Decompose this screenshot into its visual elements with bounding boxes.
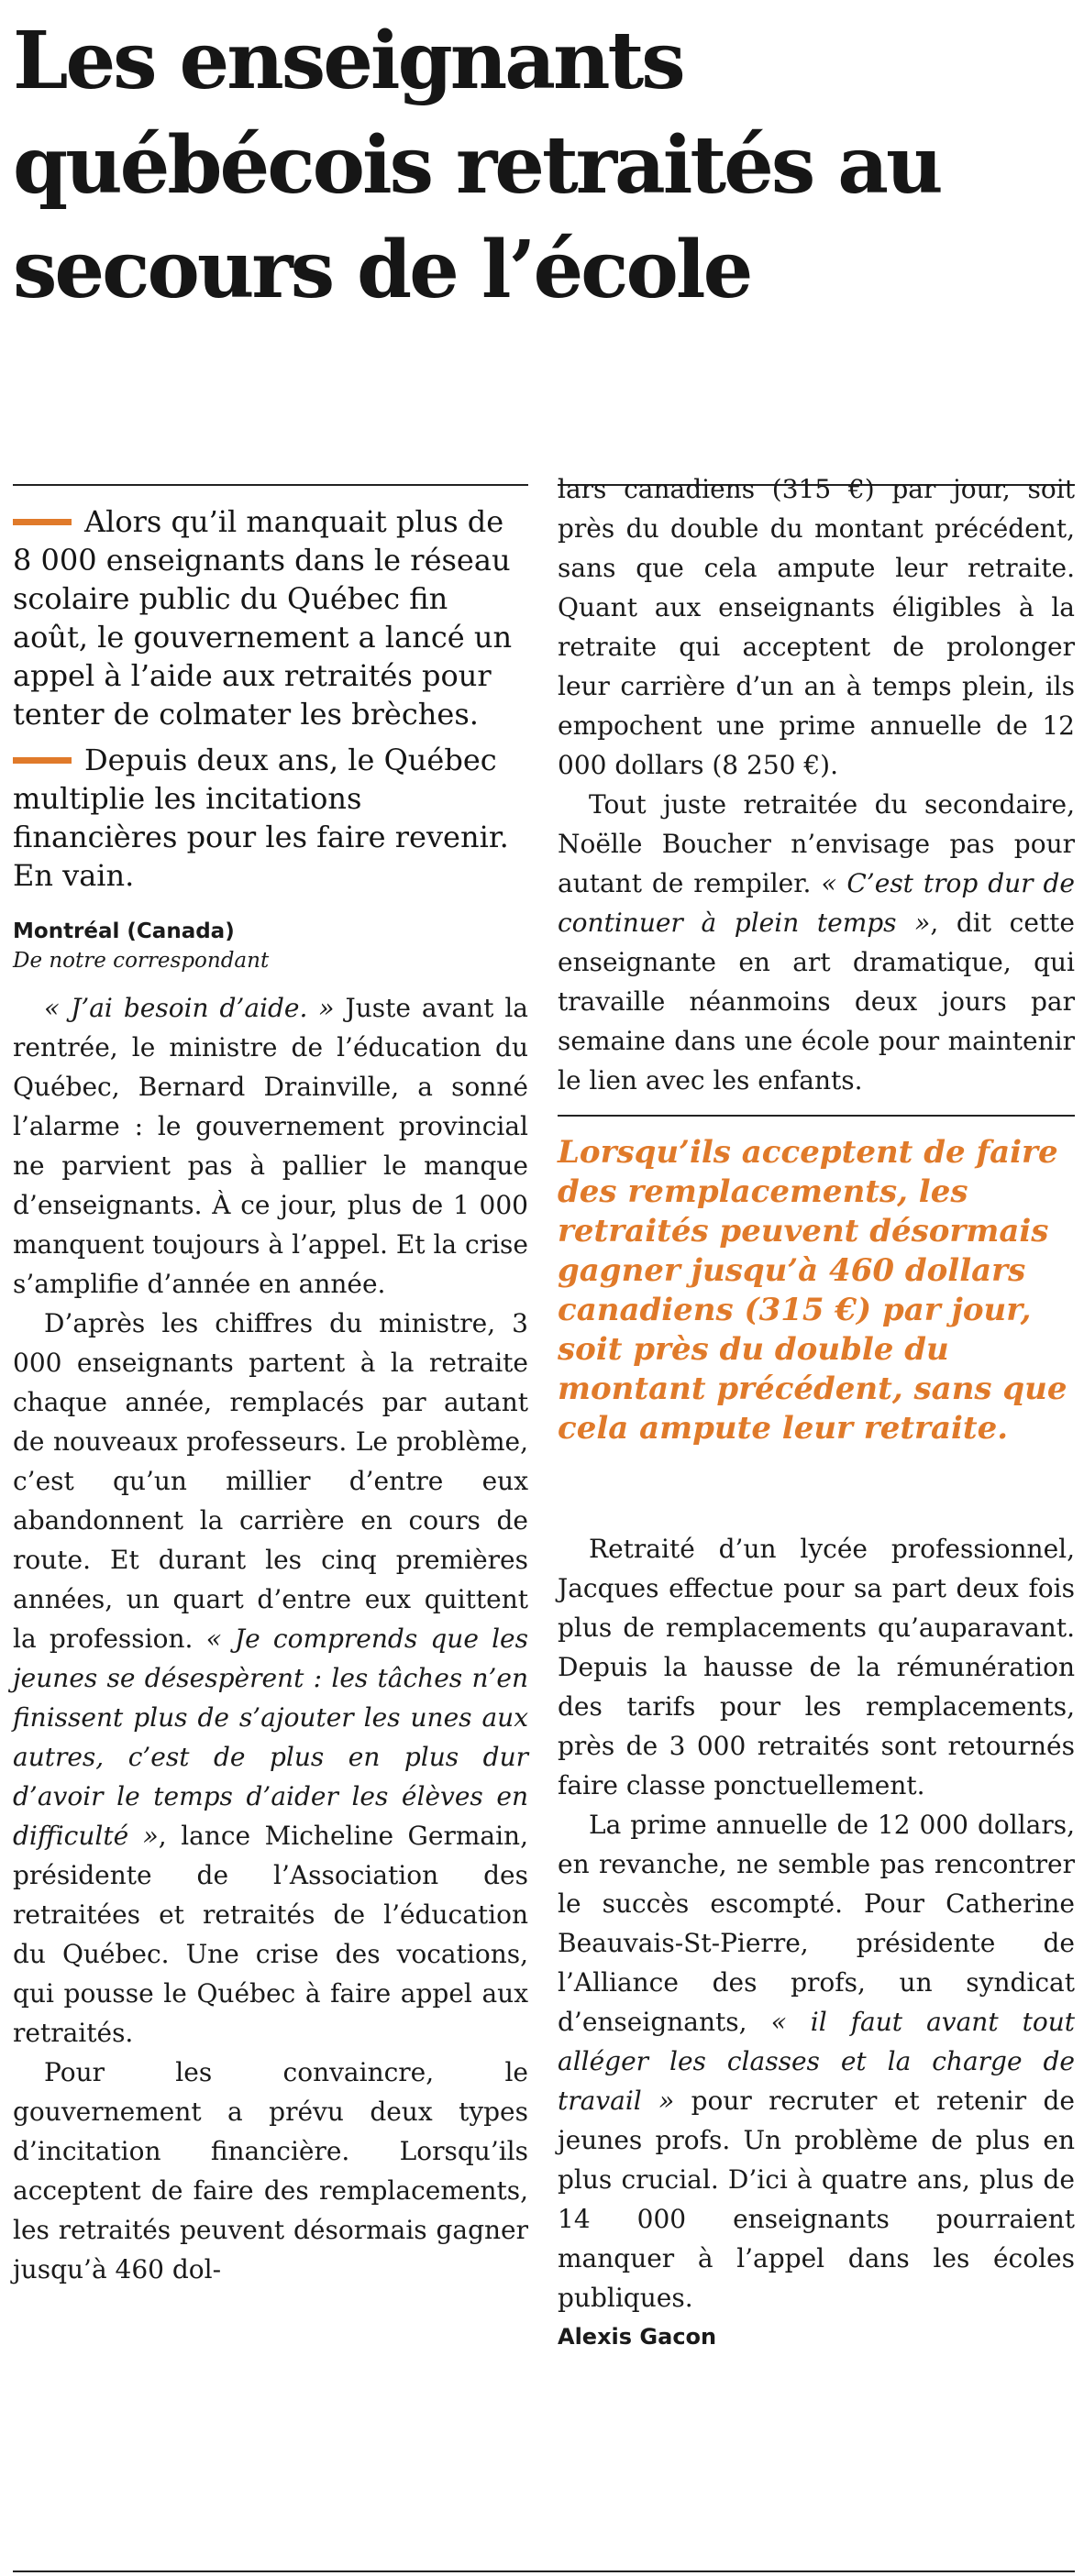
body-paragraph-2-text-a: D’après les chiffres du ministre, 3 000 enseignants partent à la retraite chaque année, remplacés par autant de nouveaux professeurs. Le problème, c’est qu’un millier d’entre eux abandonnent la carrière en cours de route. Et durant les cinq premières années, un quart d’entre eux quittent la profession. (13, 1308, 528, 1654)
chapo-paragraph-2 (13, 741, 528, 895)
author-signature: Alexis Gacon (558, 2324, 717, 2350)
body-paragraph-3-continued: lars canadiens (315 €) par jour, soit près du double du montant précédent, sans que cela ampute leur retraite. Quant aux enseignants éligibles à la retraite qui acceptent de prolonger leur carrière d’un an à temps plein, ils empochent une prime annuelle de 12 000 dollars (8 250 €). (558, 474, 1075, 780)
boucher-quote: « C’est trop dur de continuer à plein temps » (558, 868, 1075, 938)
body-paragraph-2-text-b: , lance Micheline Germain, présidente de l’Association des retraitées et retraités de l’éducation du Québec. Une crise des vocations, qui pousse le Québec à faire appel aux retraités. (13, 1821, 528, 2048)
dateline: Montréal (Canada) (13, 919, 235, 943)
pull-quote: Lorsqu’ils acceptent de faire des remplacements, les retraités peuvent désormais gagner jusqu’à 460 dollars canadiens (315 €) par jour, soit près du double du montant précédent, sans que cela ampute leur retraite. (558, 1115, 1075, 1448)
left-column (13, 502, 528, 2289)
body-paragraph-3-start: Pour les convaincre, le gouvernement a prévu deux types d’incitation financière. Lorsqu’ils acceptent de faire des remplacements, les retraités peuvent désormais gagner jusqu’à 460 dol- (13, 2057, 528, 2284)
body-paragraph-4 (558, 785, 1075, 1100)
bottom-rule (13, 2570, 1075, 2572)
body-paragraph-6-text-b: pour recruter et retenir de jeunes profs. Un problème de plus en plus crucial. D’ici à quatre ans, plus de 14 000 enseignants pourraient manquer à l’appel dans les écoles publiques. (558, 2086, 1075, 2313)
orange-dash-marker (13, 757, 72, 764)
pull-quote-spacer (558, 1448, 1075, 1529)
body-paragraph-1 (13, 988, 528, 1304)
body-paragraph-6-text-a: La prime annuelle de 12 000 dollars, en revanche, ne semble pas rencontrer le succès escompté. Pour Catherine Beauvais-St-Pierre, présidente de l’Alliance des profs, un syndicat d’enseignants, (558, 1810, 1075, 2037)
correspondent-label: De notre correspondant (13, 949, 270, 973)
body-paragraph-6 (558, 1805, 1075, 2317)
headline: Les enseignants québécois retraités au secours de l’école (13, 15, 941, 316)
body-paragraph-4-text-a: Tout juste retraitée du secondaire, Noëlle Boucher n’envisage pas pour autant de rempiler. (558, 789, 1075, 898)
column-rule-left (13, 484, 528, 486)
chapo-text-2: Depuis deux ans, le Québec multiplie les incitations financières pour les faire revenir. En vain. (13, 743, 509, 893)
orange-dash-marker (13, 519, 72, 525)
body-paragraph-2 (13, 1304, 528, 2053)
body-paragraph-5: Retraité d’un lycée professionnel, Jacques effectue pour sa part deux fois plus de remplacements qu’auparavant. Depuis la hausse de la rémunération des tarifs pour les remplacements, près de 3 000 retraités sont retournés faire classe ponctuellement. (558, 1534, 1075, 1800)
chapo-paragraph-1 (13, 502, 528, 733)
minister-quote: « J’ai besoin d’aide. » (44, 993, 335, 1023)
germain-quote: « Je comprends que les jeunes se désespèrent : les tâches n’en finissent plus de s’ajouter les unes aux autres, c’est de plus en plus dur d’avoir le temps d’aider les élèves en difficulté » (13, 1624, 528, 1851)
chapo-text-1: Alors qu’il manquait plus de 8 000 enseignants dans le réseau scolaire public du Québec fin août, le gouvernement a lancé un appel à l’aide aux retraités pour tenter de colmater les brèches. (13, 504, 513, 732)
body-paragraph-1-text: Juste avant la rentrée, le ministre de l’éducation du Québec, Bernard Drainville, a sonné l’alarme : le gouvernement provincial ne parvient pas à pallier le manque d’enseignants. À ce jour, plus de 1 000 manquent toujours à l’appel. Et la crise s’amplifie d’année en année. (13, 993, 528, 1299)
beauvais-quote: « il faut avant tout alléger les classes et la charge de travail » (558, 2007, 1075, 2116)
body-paragraph-4-text-b: , dit cette enseignante en art dramatique, qui travaille néanmoins deux jours par semaine dans une école pour maintenir le lien avec les enfants. (558, 908, 1075, 1095)
right-column (558, 469, 1075, 2354)
